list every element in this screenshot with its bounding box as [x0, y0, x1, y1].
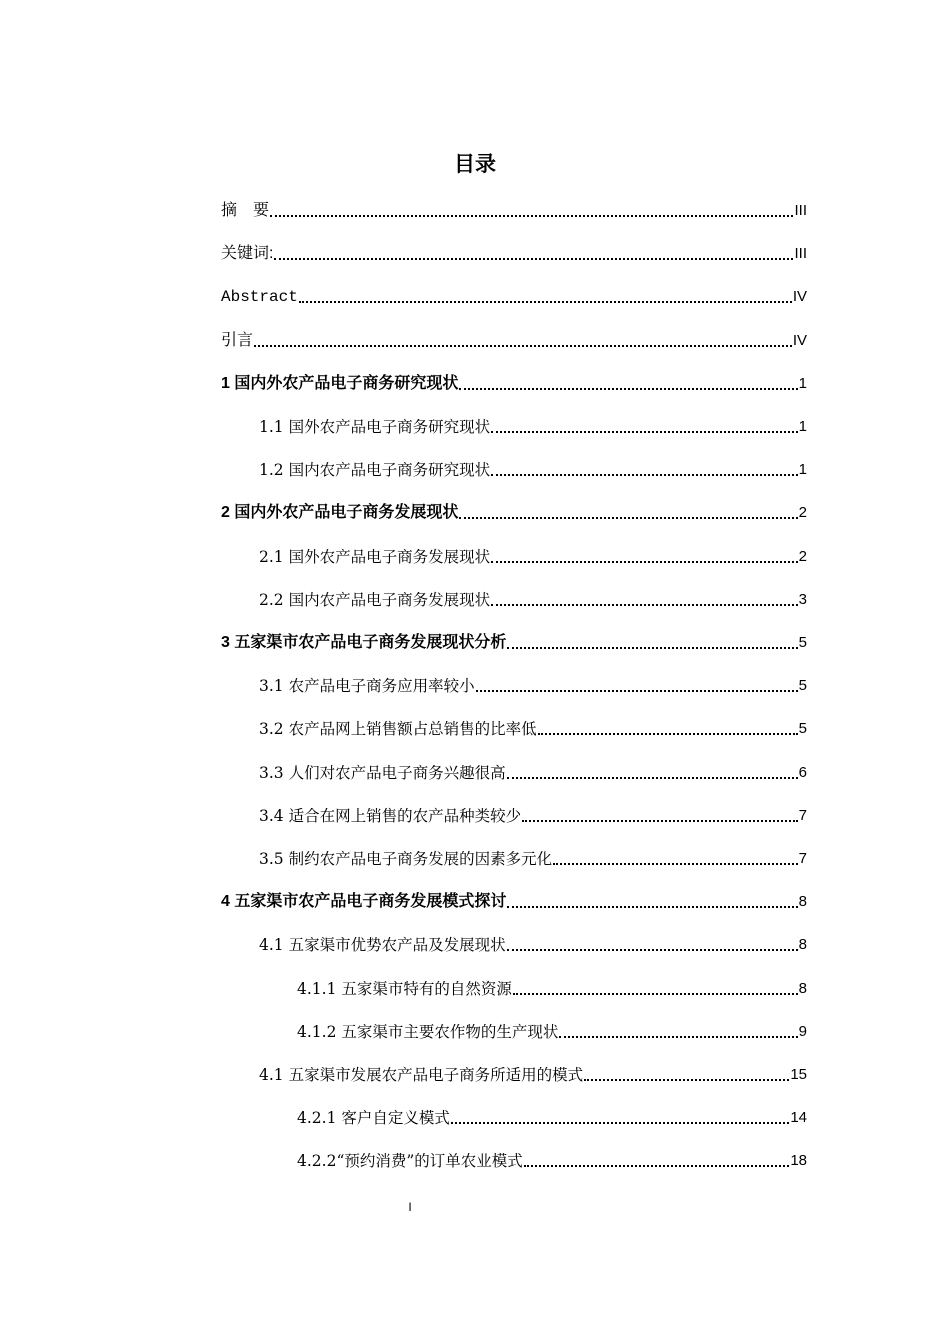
toc-entry-page-number: 7 — [798, 850, 807, 867]
toc-entry-page-number: 6 — [798, 764, 807, 781]
toc-entry[interactable] — [259, 713, 807, 739]
toc-entry-page-number: IV — [792, 332, 807, 349]
toc-entry-label: 1.2 国内农产品电子商务研究现状 — [259, 461, 491, 479]
toc-entry-label: Abstract — [221, 288, 298, 306]
dot-leader — [524, 1165, 790, 1167]
dot-leader — [559, 1036, 797, 1038]
toc-entry-page-number: 9 — [798, 1023, 807, 1040]
toc-entry-page-number: 5 — [798, 634, 807, 651]
dot-leader — [507, 647, 797, 649]
dot-leader — [299, 301, 792, 303]
toc-entry-page-number: III — [794, 202, 807, 219]
toc-entry-page-number: 18 — [790, 1152, 807, 1169]
toc-entry-label: 3.2 农产品网上销售额占总销售的比率低 — [259, 720, 537, 738]
toc-entry-label: 4.2.2“预约消费”的订单农业模式 — [297, 1152, 523, 1170]
toc-entry[interactable] — [259, 411, 807, 437]
dot-leader — [507, 949, 798, 951]
toc-entry-page-number: 3 — [798, 591, 807, 608]
toc-entry-label: 4.2.1 客户自定义模式 — [297, 1109, 450, 1127]
toc-entry-page-number: IV — [792, 288, 807, 305]
toc-entry-page-number: 2 — [798, 504, 807, 521]
toc-entry[interactable] — [259, 541, 807, 567]
toc-entry-page-number: 1 — [798, 461, 807, 478]
toc-entry-label: 2.1 国外农产品电子商务发展现状 — [259, 548, 491, 566]
dot-leader — [459, 388, 797, 390]
toc-entry-label: 1 国内外农产品电子商务研究现状 — [221, 375, 459, 392]
toc-entry[interactable] — [259, 843, 807, 869]
toc-entry-page-number: 2 — [798, 548, 807, 565]
toc-entry[interactable] — [259, 584, 807, 610]
toc-entry-label: 4.1 五家渠市发展农产品电子商务所适用的模式 — [259, 1066, 584, 1084]
dot-leader — [254, 345, 792, 347]
toc-entry-page-number: 5 — [798, 720, 807, 737]
dot-leader — [507, 906, 797, 908]
toc-entry-label: 3.1 农产品电子商务应用率较小 — [259, 677, 475, 695]
toc-entry[interactable] — [259, 670, 807, 696]
toc-entry-page-number: 1 — [798, 418, 807, 435]
toc-entry[interactable] — [297, 973, 807, 999]
toc-entry-label: 4.1 五家渠市优势农产品及发展现状 — [259, 936, 506, 954]
toc-entry-page-number: 8 — [798, 893, 807, 910]
toc-entry-label: 摘 要 — [221, 202, 270, 219]
toc-entry[interactable] — [259, 1059, 807, 1085]
footer-page-number: I — [408, 1200, 412, 1214]
toc-entry[interactable] — [259, 757, 807, 783]
toc-entry-page-number: 1 — [798, 375, 807, 392]
toc-entry[interactable] — [221, 281, 807, 307]
dot-leader — [513, 993, 798, 995]
toc-entry[interactable] — [259, 800, 807, 826]
toc-entry[interactable] — [221, 238, 807, 264]
dot-leader — [491, 604, 798, 606]
dot-leader — [451, 1122, 789, 1124]
toc-entry-label: 4.1.2 五家渠市主要农作物的生产现状 — [297, 1023, 559, 1041]
dot-leader — [491, 474, 798, 476]
toc-entry[interactable] — [221, 325, 807, 351]
toc-entry-label: 关键词: — [221, 245, 274, 262]
toc-entry-label: 3.5 制约农产品电子商务发展的因素多元化 — [259, 850, 553, 868]
toc-entry-page-number: 15 — [790, 1066, 807, 1083]
toc-entry[interactable] — [221, 886, 807, 912]
toc-entry-label: 3.3 人们对农产品电子商务兴趣很高 — [259, 764, 506, 782]
toc-entry[interactable] — [297, 1102, 807, 1128]
toc-entry[interactable] — [297, 1145, 807, 1171]
dot-leader — [522, 820, 798, 822]
toc-entry[interactable] — [221, 195, 807, 221]
toc-title: 目录 — [454, 153, 496, 176]
dot-leader — [274, 258, 793, 260]
toc-entry[interactable] — [259, 454, 807, 480]
dot-leader — [584, 1079, 789, 1081]
dot-leader — [491, 561, 798, 563]
toc-entry[interactable] — [221, 368, 807, 394]
dot-leader — [507, 777, 798, 779]
toc-entry[interactable] — [221, 497, 807, 523]
toc-entry-label: 4.1.1 五家渠市特有的自然资源 — [297, 980, 512, 998]
toc-entry-label: 4 五家渠市农产品电子商务发展模式探讨 — [221, 893, 507, 910]
toc-entry-page-number: 8 — [798, 980, 807, 997]
dot-leader — [538, 733, 798, 735]
toc-entry-label: 3 五家渠市农产品电子商务发展现状分析 — [221, 634, 507, 651]
dot-leader — [476, 690, 798, 692]
toc-entry-label: 2 国内外农产品电子商务发展现状 — [221, 504, 459, 521]
toc-entry-page-number: III — [794, 245, 807, 262]
toc-entry-label: 3.4 适合在网上销售的农产品种类较少 — [259, 807, 522, 825]
toc-entry[interactable] — [297, 1016, 807, 1042]
toc-entry-page-number: 14 — [790, 1109, 807, 1126]
toc-entry[interactable] — [221, 627, 807, 653]
toc-entry-page-number: 8 — [798, 936, 807, 953]
toc-entry-label: 1.1 国外农产品电子商务研究现状 — [259, 418, 491, 436]
toc-entry-label: 引言 — [221, 332, 254, 349]
toc-entry-label: 2.2 国内农产品电子商务发展现状 — [259, 591, 491, 609]
toc-entry[interactable] — [259, 929, 807, 955]
dot-leader — [270, 215, 793, 217]
dot-leader — [459, 517, 797, 519]
dot-leader — [491, 431, 798, 433]
dot-leader — [553, 863, 798, 865]
toc-entry-page-number: 5 — [798, 677, 807, 694]
toc-entry-page-number: 7 — [798, 807, 807, 824]
